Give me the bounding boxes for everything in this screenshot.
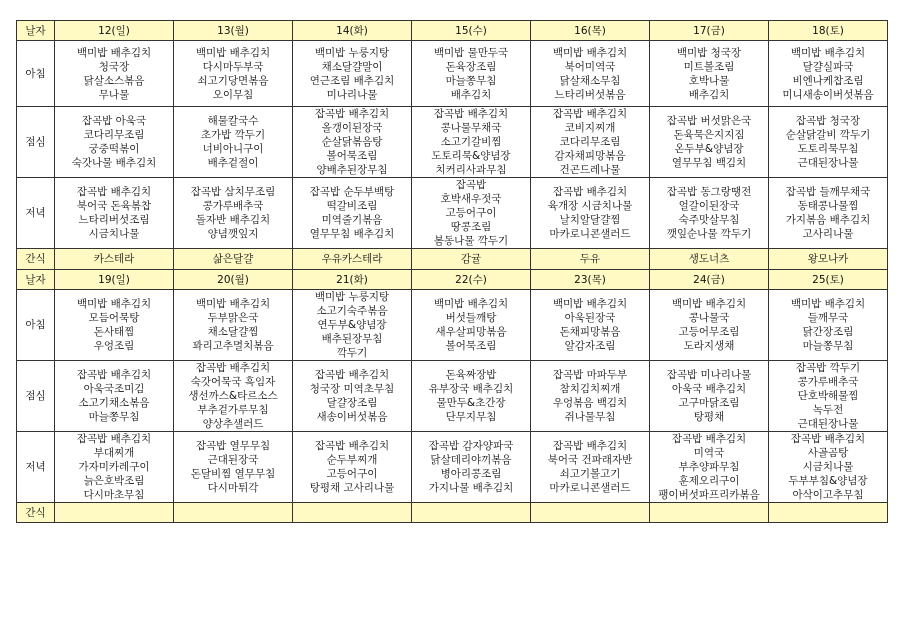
meal-plan-table xyxy=(16,20,888,523)
breakfast-menu-cell xyxy=(531,290,650,361)
dinner-menu-cell xyxy=(769,432,888,503)
dinner-menu-cell xyxy=(412,432,531,503)
menu-item: 숙갓어묵국 흑임자 xyxy=(190,376,276,388)
menu-item: 훈제오리구이 xyxy=(678,475,740,487)
snack-cell xyxy=(293,503,412,523)
menu-item: 너비아니구이 xyxy=(202,143,264,155)
lunch-menu-cell xyxy=(55,361,174,432)
menu-item: 잡곡밥 배추김치 xyxy=(552,186,628,198)
snack-cell: 감귤 xyxy=(412,249,531,270)
menu-item: 가자미카레구이 xyxy=(78,461,150,473)
menu-item: 얼갈이된장국 xyxy=(678,200,740,212)
menu-item: 초가밥 깍두기 xyxy=(200,129,266,141)
menu-item: 물만두&초간장 xyxy=(436,397,506,409)
menu-item: 단무지무침 xyxy=(445,411,497,423)
menu-item: 마늘쫑무침 xyxy=(802,340,854,352)
lunch-menu-cell xyxy=(531,107,650,178)
date-cell: 14(화) xyxy=(293,21,412,41)
menu-item: 근대된장나물 xyxy=(797,157,859,169)
meal-plan-body xyxy=(17,21,888,523)
menu-item: 콩가루배추국 xyxy=(797,376,859,388)
menu-item: 오이무침 xyxy=(212,88,254,101)
breakfast-menu-cell xyxy=(650,41,769,107)
menu-item: 도라지생채 xyxy=(683,340,735,352)
dinner-row xyxy=(17,178,888,249)
menu-item: 들깨무국 xyxy=(807,312,849,324)
menu-item: 병아리콩조림 xyxy=(440,468,502,480)
date-cell: 24(금) xyxy=(650,270,769,290)
snack-cell xyxy=(55,503,174,523)
menu-item: 미트볼조림 xyxy=(683,60,735,73)
menu-item: 열무무침 백김치 xyxy=(671,157,747,169)
menu-item: 아욱된장국 xyxy=(564,312,616,324)
menu-item: 숙주맛살무침 xyxy=(678,214,740,226)
menu-item: 다시마두부국 xyxy=(202,60,264,73)
menu-item: 호박새우젓국 xyxy=(440,193,502,205)
menu-item: 고구마닭조림 xyxy=(678,397,740,409)
menu-item: 돈육장조림 xyxy=(445,60,497,73)
date-cell: 25(토) xyxy=(769,270,888,290)
menu-item: 잡곡밥 배추김치 xyxy=(671,433,747,445)
menu-item: 미나리나물 xyxy=(326,88,378,101)
dinner-menu-cell xyxy=(769,178,888,249)
menu-item: 마카로니콘샐러드 xyxy=(549,228,631,240)
lunch-menu-cell xyxy=(650,107,769,178)
menu-item: 닭살데리야끼볶음 xyxy=(430,454,512,466)
menu-item: 온두부&양념장 xyxy=(674,143,744,155)
date-row xyxy=(17,270,888,290)
row-label-snack: 간식 xyxy=(17,249,55,270)
menu-item: 치커리사과무침 xyxy=(435,164,507,176)
menu-item: 미역국 xyxy=(693,447,725,459)
menu-item: 북어국 돈육볶찹 xyxy=(76,200,152,212)
menu-item: 잡곡밥 배추김치 xyxy=(552,440,628,452)
snack-cell: 왕모나카 xyxy=(769,249,888,270)
menu-item: 북어미역국 xyxy=(564,60,616,73)
menu-item: 잡곡밥 미나리나물 xyxy=(666,369,752,381)
menu-item: 청국장 미역초무침 xyxy=(309,383,395,395)
snack-row xyxy=(17,503,888,523)
menu-item: 잡곡밥 배추김치 xyxy=(76,369,152,381)
snack-cell xyxy=(650,503,769,523)
menu-item: 유부장국 배추김치 xyxy=(428,383,514,395)
menu-item: 두부맑은국 xyxy=(207,312,259,324)
lunch-menu-cell xyxy=(769,361,888,432)
menu-item: 녹두전 xyxy=(812,404,844,416)
menu-item: 백미밥 배추김치 xyxy=(76,298,152,310)
snack-row xyxy=(17,249,888,270)
menu-item: 북어국 건파래자반 xyxy=(547,454,633,466)
date-cell: 15(수) xyxy=(412,21,531,41)
breakfast-row xyxy=(17,290,888,361)
menu-item: 양배추된장무침 xyxy=(316,164,388,176)
menu-item: 가지나물 배추김치 xyxy=(428,482,514,494)
menu-item: 올갱이된장국 xyxy=(321,122,383,134)
menu-item: 탕평채 고사리나물 xyxy=(309,482,395,494)
menu-item: 참치김치찌개 xyxy=(559,383,621,395)
menu-item: 새송이버섯볶음 xyxy=(316,411,388,423)
menu-item: 부추양파무침 xyxy=(678,461,740,473)
menu-item: 날치알달걀찜 xyxy=(559,214,621,226)
menu-item: 아삭이고추무침 xyxy=(792,489,864,501)
menu-item: 다시마초무침 xyxy=(83,489,145,501)
menu-item: 쥐나물무침 xyxy=(564,411,616,423)
lunch-menu-cell xyxy=(293,361,412,432)
menu-item: 고등어무조림 xyxy=(678,326,740,338)
menu-item: 부추겉가루무침 xyxy=(197,404,269,416)
lunch-menu-cell xyxy=(769,107,888,178)
menu-item: 잡곡밥 삼치무조림 xyxy=(190,186,276,198)
date-cell: 16(목) xyxy=(531,21,650,41)
menu-item: 백미밥 누룽지탕 xyxy=(314,291,390,303)
menu-item: 무나물 xyxy=(98,88,130,101)
menu-item: 백미밥 배추김치 xyxy=(790,46,866,59)
menu-item: 꽈리고추멸치볶음 xyxy=(192,340,274,352)
menu-item: 탕평채 xyxy=(693,411,725,423)
menu-item: 잡곡밥 배추김치 xyxy=(433,108,509,120)
menu-item: 돈채피망볶음 xyxy=(559,326,621,338)
breakfast-menu-cell xyxy=(55,290,174,361)
menu-item: 잡곡밥 아욱국 xyxy=(81,115,147,127)
menu-item: 잡곡밥 배추김치 xyxy=(314,440,390,452)
menu-item: 아욱국조미김 xyxy=(83,383,145,395)
menu-item: 순두부찌개 xyxy=(326,454,378,466)
menu-item: 건곤드레나물 xyxy=(559,164,621,176)
menu-item: 백미밥 배추김치 xyxy=(552,298,628,310)
menu-item: 연근조림 배추김치 xyxy=(309,74,395,87)
menu-item: 코다리무조림 xyxy=(83,129,145,141)
menu-item: 마늘쫑무침 xyxy=(88,411,140,423)
menu-item: 잡곡밥 열무무침 xyxy=(195,440,271,452)
menu-item: 생선까스&타르소스 xyxy=(188,390,278,402)
menu-item: 시금치나물 xyxy=(88,228,140,240)
snack-cell xyxy=(769,503,888,523)
menu-item: 배추겉절이 xyxy=(207,157,259,169)
menu-item: 잡곡밥 깍두기 xyxy=(795,362,861,374)
menu-item: 모듬어묵탕 xyxy=(88,312,140,324)
menu-item: 쇠고기당면볶음 xyxy=(197,74,269,87)
menu-item: 소고기숙주볶음 xyxy=(316,305,388,317)
menu-item: 돈달비찜 열무무침 xyxy=(190,468,276,480)
date-cell: 21(화) xyxy=(293,270,412,290)
date-cell: 17(금) xyxy=(650,21,769,41)
menu-item: 청국장 xyxy=(98,60,130,73)
menu-item: 부대찌개 xyxy=(93,447,135,459)
menu-item: 단호박해물찜 xyxy=(797,390,859,402)
date-cell: 20(월) xyxy=(174,270,293,290)
menu-item: 다시마튀각 xyxy=(207,482,259,494)
menu-item: 시금치나물 xyxy=(802,461,854,473)
menu-item: 호박나물 xyxy=(688,74,730,87)
menu-item: 볼어묵조림 xyxy=(445,340,497,352)
menu-item: 열무무침 배추김치 xyxy=(309,228,395,240)
snack-cell: 카스테라 xyxy=(55,249,174,270)
menu-item: 쇠고기볼고기 xyxy=(559,468,621,480)
menu-item: 양념깻잎지 xyxy=(207,228,259,240)
lunch-row xyxy=(17,107,888,178)
row-label-dinner: 저녁 xyxy=(17,432,55,503)
menu-item: 돌자반 배추김치 xyxy=(195,214,271,226)
lunch-menu-cell xyxy=(412,361,531,432)
dinner-menu-cell xyxy=(531,178,650,249)
menu-item: 근대된장국 xyxy=(207,454,259,466)
menu-item: 근대된장나물 xyxy=(797,418,859,430)
snack-cell xyxy=(174,503,293,523)
menu-item: 동태콩나물찜 xyxy=(797,200,859,212)
menu-item: 도토리묵&양념장 xyxy=(431,150,511,162)
menu-item: 채소달걀찜 xyxy=(207,326,259,338)
menu-item: 달걀장조림 xyxy=(326,397,378,409)
menu-item: 콩나물국 xyxy=(688,312,730,324)
menu-item: 잡곡밥 배추김치 xyxy=(195,362,271,374)
menu-item: 백미밥 배추김치 xyxy=(195,298,271,310)
menu-item: 궁중떡볶이 xyxy=(88,143,140,155)
menu-item: 잡곡밥 동그랑땡전 xyxy=(666,186,752,198)
menu-item: 팽이버섯파프리카볶음 xyxy=(658,489,760,501)
date-cell: 12(일) xyxy=(55,21,174,41)
breakfast-menu-cell xyxy=(55,41,174,107)
menu-item: 배추된장무침 xyxy=(321,333,383,345)
menu-item: 백미밥 물만두국 xyxy=(433,46,509,59)
breakfast-menu-cell xyxy=(769,41,888,107)
menu-item: 돈육묵은지지짐 xyxy=(673,129,745,141)
menu-item: 잡곡밥 감자양파국 xyxy=(428,440,514,452)
dinner-menu-cell xyxy=(55,178,174,249)
menu-item: 미니새송이버섯볶음 xyxy=(782,88,874,101)
menu-item: 순살닭갈비 깍두기 xyxy=(785,129,871,141)
date-cell: 23(목) xyxy=(531,270,650,290)
menu-item: 백미밥 배추김치 xyxy=(76,46,152,59)
menu-item: 볼어묵조림 xyxy=(326,150,378,162)
menu-item: 돈육짜장밥 xyxy=(445,369,497,381)
snack-cell xyxy=(412,503,531,523)
menu-item: 닭살채소무침 xyxy=(559,74,621,87)
date-cell: 13(월) xyxy=(174,21,293,41)
menu-item: 깻잎순나물 깍두기 xyxy=(666,228,752,240)
menu-item: 소고기채소볶음 xyxy=(78,397,150,409)
menu-item: 마늘쫑무침 xyxy=(445,74,497,87)
dinner-menu-cell xyxy=(293,178,412,249)
menu-item: 순살닭볶음탕 xyxy=(321,136,383,148)
breakfast-menu-cell xyxy=(174,290,293,361)
menu-item: 해물칼국수 xyxy=(207,115,259,127)
breakfast-menu-cell xyxy=(412,41,531,107)
menu-item: 버섯들깨탕 xyxy=(445,312,497,324)
menu-item: 고등어구이 xyxy=(445,207,497,219)
snack-cell: 두유 xyxy=(531,249,650,270)
date-cell: 19(일) xyxy=(55,270,174,290)
menu-item: 잡곡밥 배추김치 xyxy=(790,433,866,445)
menu-item: 잡곡밥 배추김치 xyxy=(76,186,152,198)
menu-item: 백미밥 배추김치 xyxy=(195,46,271,59)
row-label-date: 날자 xyxy=(17,270,55,290)
dinner-menu-cell xyxy=(293,432,412,503)
menu-item: 잡곡밥 배추김치 xyxy=(314,108,390,120)
menu-item: 백미밥 배추김치 xyxy=(433,298,509,310)
menu-item: 잡곡밥 청국장 xyxy=(795,115,861,127)
row-label-snack: 간식 xyxy=(17,503,55,523)
snack-cell xyxy=(531,503,650,523)
row-label-dinner: 저녁 xyxy=(17,178,55,249)
lunch-menu-cell xyxy=(293,107,412,178)
date-cell: 22(수) xyxy=(412,270,531,290)
menu-item: 닭살소스볶음 xyxy=(83,74,145,87)
breakfast-menu-cell xyxy=(769,290,888,361)
menu-item: 백미밥 누룽지탕 xyxy=(314,46,390,59)
menu-item: 육개장 시금치나물 xyxy=(547,200,633,212)
dinner-menu-cell xyxy=(650,178,769,249)
dinner-row xyxy=(17,432,888,503)
menu-item: 도토리묵무침 xyxy=(797,143,859,155)
menu-item: 연두부&양념장 xyxy=(317,319,387,331)
menu-item: 아욱국 배추김치 xyxy=(671,383,747,395)
menu-item: 사골곰탕 xyxy=(807,447,849,459)
menu-item: 백미밥 배추김치 xyxy=(552,46,628,59)
menu-item: 고등어구이 xyxy=(326,468,378,480)
menu-item: 양상추샐러드 xyxy=(202,418,264,430)
breakfast-menu-cell xyxy=(531,41,650,107)
row-label-lunch: 점심 xyxy=(17,361,55,432)
menu-item: 가지볶음 배추김치 xyxy=(785,214,871,226)
dinner-menu-cell xyxy=(55,432,174,503)
lunch-menu-cell xyxy=(531,361,650,432)
menu-item: 떡갈비조림 xyxy=(326,200,378,212)
menu-item: 콩나물무채국 xyxy=(440,122,502,134)
menu-item: 잡곡밥 버섯맑은국 xyxy=(666,115,752,127)
menu-item: 고사리나물 xyxy=(802,228,854,240)
date-cell: 18(토) xyxy=(769,21,888,41)
menu-item: 늙은호박조림 xyxy=(83,475,145,487)
menu-item: 마카로니콘샐러드 xyxy=(549,482,631,494)
menu-item: 잡곡밥 xyxy=(455,179,487,191)
lunch-menu-cell xyxy=(650,361,769,432)
menu-item: 잡곡밥 배추김치 xyxy=(314,369,390,381)
lunch-menu-cell xyxy=(412,107,531,178)
menu-item: 우엉볶음 백김치 xyxy=(552,397,628,409)
menu-item: 느타리버섯볶음 xyxy=(554,88,626,101)
dinner-menu-cell xyxy=(650,432,769,503)
snack-cell: 삶은달걀 xyxy=(174,249,293,270)
row-label-lunch: 점심 xyxy=(17,107,55,178)
menu-item: 달걀실파국 xyxy=(802,60,854,73)
menu-item: 숙갓나물 배추김치 xyxy=(71,157,157,169)
menu-item: 배추김치 xyxy=(450,88,492,101)
menu-item: 잡곡밥 배추김치 xyxy=(76,433,152,445)
lunch-row xyxy=(17,361,888,432)
snack-cell: 우유카스테라 xyxy=(293,249,412,270)
menu-item: 새우살피망볶음 xyxy=(435,326,507,338)
menu-item: 콩가루배추국 xyxy=(202,200,264,212)
menu-item: 잡곡밥 마파두부 xyxy=(552,369,628,381)
dinner-menu-cell xyxy=(174,432,293,503)
menu-item: 땅콩조림 xyxy=(450,221,492,233)
menu-item: 코다리무조림 xyxy=(559,136,621,148)
row-label-breakfast: 아침 xyxy=(17,41,55,107)
breakfast-menu-cell xyxy=(293,290,412,361)
breakfast-menu-cell xyxy=(174,41,293,107)
menu-item: 느타리버섯조림 xyxy=(78,214,150,226)
menu-item: 배추김치 xyxy=(688,88,730,101)
menu-item: 백미밥 청국장 xyxy=(676,46,742,59)
menu-item: 알감자조림 xyxy=(564,340,616,352)
row-label-breakfast: 아침 xyxy=(17,290,55,361)
menu-item: 돈사태찜 xyxy=(93,326,135,338)
menu-item: 깍두기 xyxy=(336,347,368,359)
menu-item: 잡곡밥 들깨무채국 xyxy=(785,186,871,198)
dinner-menu-cell xyxy=(174,178,293,249)
menu-item: 비엔나케찹조림 xyxy=(792,74,864,87)
dinner-menu-cell xyxy=(412,178,531,249)
menu-item: 봄동나물 깍두기 xyxy=(433,235,509,247)
row-label-date: 날자 xyxy=(17,21,55,41)
breakfast-menu-cell xyxy=(293,41,412,107)
menu-item: 백미밥 배추김치 xyxy=(671,298,747,310)
dinner-menu-cell xyxy=(531,432,650,503)
menu-item: 미역줄기볶음 xyxy=(321,214,383,226)
lunch-menu-cell xyxy=(55,107,174,178)
date-row xyxy=(17,21,888,41)
menu-item: 우엉조림 xyxy=(93,340,135,352)
menu-item: 코비지찌개 xyxy=(564,122,616,134)
breakfast-row xyxy=(17,41,888,107)
menu-item: 감자채피망볶음 xyxy=(554,150,626,162)
breakfast-menu-cell xyxy=(650,290,769,361)
menu-item: 닭간장조림 xyxy=(802,326,854,338)
breakfast-menu-cell xyxy=(412,290,531,361)
lunch-menu-cell xyxy=(174,107,293,178)
menu-item: 두부부침&양념장 xyxy=(788,475,868,487)
menu-item: 잡곡밥 배추김치 xyxy=(552,108,628,120)
snack-cell: 생도너츠 xyxy=(650,249,769,270)
menu-item: 잡곡밥 순두부백탕 xyxy=(309,186,395,198)
lunch-menu-cell xyxy=(174,361,293,432)
menu-item: 소고기갈비찜 xyxy=(440,136,502,148)
menu-item: 백미밥 배추김치 xyxy=(790,298,866,310)
menu-item: 채소달걀말이 xyxy=(321,60,383,73)
